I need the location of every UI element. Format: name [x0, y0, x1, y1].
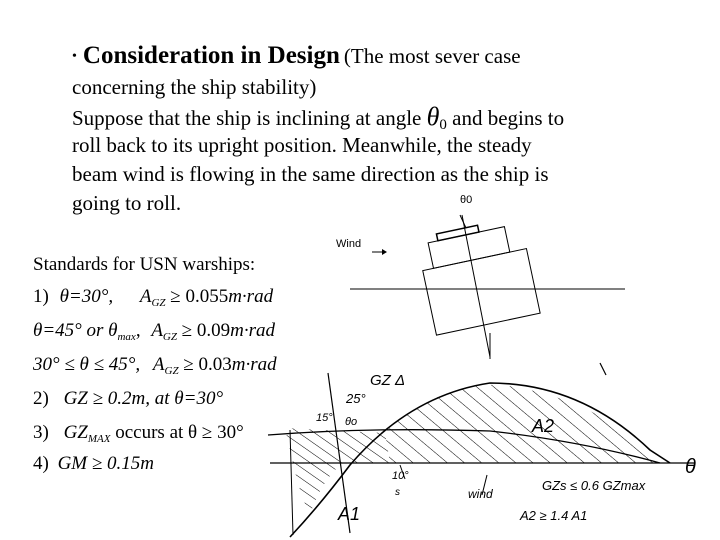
theta0-mark-label: θo [345, 416, 358, 428]
gz-axis-label: GZ Δ [370, 372, 406, 389]
standard-item-unit: m·rad [231, 354, 277, 375]
standard-item-lhs-sub: GZ [151, 297, 166, 309]
standard-item-2 [33, 388, 223, 410]
paragraph-line-2-post: and begins to [452, 106, 565, 130]
paragraph-line-4: beam wind is flowing in the same direction as the ship is [72, 162, 549, 186]
standard-item-rel: ≥ 0.09 [181, 320, 231, 341]
standard-item-lhs: A [151, 320, 163, 341]
standard-item-unit: m·rad [230, 320, 276, 341]
ship-heel-diagram [320, 185, 640, 365]
gz-curve-sketch [250, 355, 720, 540]
standard-item-4 [33, 453, 154, 475]
standard-item-num: 4) [33, 453, 49, 474]
standard-item-lhs: A [152, 354, 165, 375]
area-ratio-note: A2 ≥ 1.4 A1 [520, 508, 588, 523]
ship-wind-label: Wind [336, 238, 362, 250]
heading-bold: Consideration in Design [82, 42, 340, 69]
angle-10-label: 10° [392, 470, 409, 482]
ship-hull [416, 216, 540, 335]
heading-paren: (The most sever case [343, 44, 521, 68]
standards-title: Standards for USN warships: [33, 254, 256, 275]
standard-item-cond-sub: max [117, 331, 136, 343]
paragraph-line-2-pre: Suppose that the ship is inclining at angle [72, 106, 422, 130]
standard-item-num: 2) [33, 388, 49, 409]
angle-25-label: 25° [346, 391, 366, 406]
bullet-glyph: • [72, 49, 77, 64]
area-a2-hatching [385, 385, 658, 463]
theta-axis-label: θ [685, 456, 696, 478]
bridge-box [436, 225, 479, 241]
gzs-note: GZs ≤ 0.6 GZmax [542, 478, 646, 493]
standard-item-3 [33, 422, 244, 444]
area-a2-label: A2 [532, 416, 555, 436]
pen-mark [600, 363, 606, 375]
ship-theta0-label: θ0 [460, 194, 473, 206]
theta0-sub: 0 [439, 117, 447, 133]
standard-item-unit: m·rad [228, 286, 274, 307]
standard-item-lhs-sub: MAX [87, 433, 111, 445]
standard-item-1b: θ=45° or $\theta_{max}$, $A_{GZ} \ge 0.09m\cdot rad$ [33, 320, 276, 343]
paragraph-line-5: going to roll. [72, 191, 182, 215]
standard-item-1 [33, 286, 273, 308]
wind-arrow [372, 249, 387, 255]
standard-item-lhs: A [139, 286, 152, 307]
angle-15-label: 15° [316, 412, 333, 424]
standard-item-text: occurs at θ ≥ 30° [115, 422, 244, 443]
standard-item-1c [33, 354, 277, 376]
standard-item-cond: 30° ≤ θ ≤ 45°, [33, 354, 141, 375]
hull-box [423, 249, 540, 336]
theta0-symbol: θ [426, 102, 440, 131]
angle-10-s-label: s [395, 487, 400, 498]
paragraph-line-3: roll back to its upright position. Meanwhile, the steady [72, 133, 532, 157]
vertical-tick [460, 215, 466, 228]
standard-item-cond: θ=45° or θ [33, 320, 118, 341]
standard-item-rel: ≥ 0.03 [183, 354, 232, 375]
standard-item-num: 1) [33, 286, 49, 307]
standard-item-text: GZ ≥ 0.2m, at θ=30° [63, 388, 224, 409]
wind-label: wind [468, 487, 493, 501]
standard-item-rel: ≥ 0.055 [170, 286, 229, 307]
standard-item-num: 3) [33, 422, 49, 443]
paragraph-line-1: concerning the ship stability) [72, 75, 317, 99]
standard-item-cond: θ=30°, [59, 286, 114, 307]
ship-centerline [462, 215, 490, 357]
standard-item-lhs-sub: GZ [164, 365, 179, 377]
standard-item-lhs: GZ [63, 422, 88, 443]
standard-item-text: GM ≥ 0.15m [57, 453, 155, 474]
standard-item-lhs-sub: GZ [162, 331, 177, 343]
area-a1-label: A1 [338, 504, 361, 524]
heading-line [72, 42, 521, 70]
